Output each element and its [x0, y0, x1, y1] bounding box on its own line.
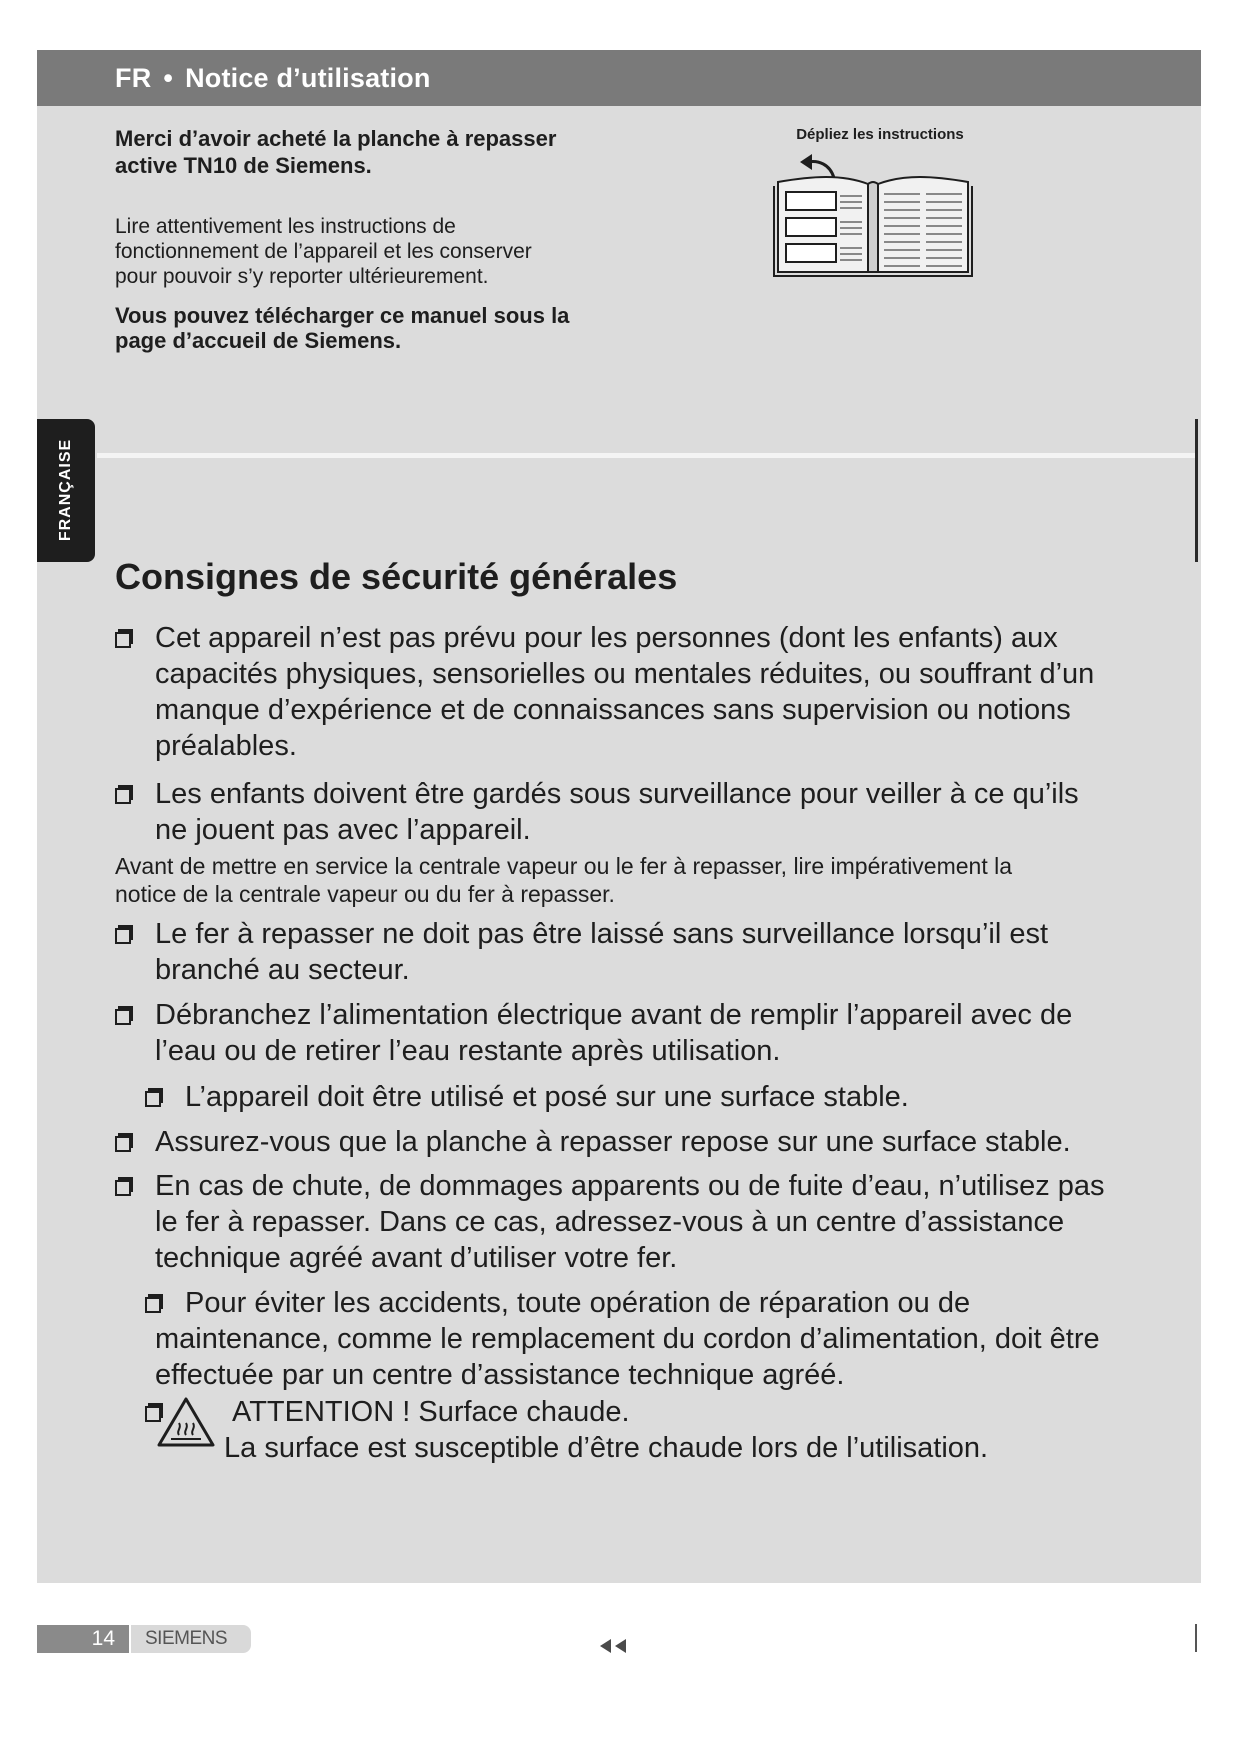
safety-item: En cas de chute, de dommages apparents ou de fuite d’eau, n’utilisez pas le fer à repasser. Dans ce cas, adressez-vous à un centre d’assistance technique agréé avant d’utiliser votre fer.	[115, 1168, 1125, 1276]
right-edge-marker	[1195, 419, 1198, 562]
checkbox-bullet-icon	[145, 1294, 163, 1312]
safety-item: Débranchez l’alimentation électrique avant de remplir l’appareil avec de l’eau ou de retirer l’eau restante après utilisation.	[115, 997, 1125, 1069]
read-line-1: Lire attentivement les instructions de	[115, 215, 456, 238]
header-title	[115, 63, 431, 94]
safety-item: Le fer à repasser ne doit pas être laissé sans surveillance lorsqu’il est branché au secteur.	[115, 916, 1125, 988]
double-left-arrow-icon[interactable]	[598, 1637, 630, 1655]
checkbox-bullet-icon	[115, 1177, 133, 1195]
safety-item: Assurez-vous que la planche à repasser repose sur une surface stable.	[115, 1124, 1125, 1160]
download-line-2: page d’accueil de Siemens.	[115, 328, 402, 353]
checkbox-bullet-icon	[115, 925, 133, 943]
checkbox-bullet-icon	[115, 1133, 133, 1151]
language-code: FR	[115, 63, 152, 93]
checkbox-bullet-icon	[115, 785, 133, 803]
thanks-line-1: Merci d’avoir acheté la planche à repasser	[115, 126, 557, 151]
thanks-line-2: active TN10 de Siemens.	[115, 153, 372, 178]
safety-item: Pour éviter les accidents, toute opération de réparation ou de maintenance, comme le remplacement du cordon d’alimentation, doit être effectuée par un centre d’assistance technique agréé.	[145, 1285, 1125, 1393]
brand-name: SIEMENS	[145, 1628, 228, 1649]
read-line-2: fonctionnement de l’appareil et les conserver	[115, 240, 532, 263]
safety-item: Cet appareil n’est pas prévu pour les personnes (dont les enfants) aux capacités physiques, sensorielles ou mentales réduites, ou souffrant d’un manque d’expérience et de connaissances sans supervision ou notions préalables.	[115, 620, 1125, 764]
safety-section-title: Consignes de sécurité générales	[115, 556, 678, 597]
steam-iron-note: Avant de mettre en service la centrale vapeur ou le fer à repasser, lire impérativement la notice de la centrale vapeur ou du fer à repasser.	[115, 853, 1013, 907]
document-title: Notice d’utilisation	[185, 63, 431, 93]
language-tab-label: FRANÇAISE	[57, 438, 74, 542]
checkbox-bullet-icon	[115, 629, 133, 647]
page-number: 14	[91, 1627, 115, 1650]
safety-item: L’appareil doit être utilisé et posé sur une surface stable.	[145, 1079, 1125, 1115]
hot-surface-warning-icon	[155, 1395, 217, 1449]
section-divider	[97, 453, 1198, 458]
open-book-icon	[772, 150, 974, 278]
safety-item: Les enfants doivent être gardés sous surveillance pour veiller à ce qu’ils ne jouent pas avec l’appareil.	[115, 776, 1125, 848]
attention-text: La surface est susceptible d’être chaude lors de l’utilisation.	[224, 1432, 989, 1464]
checkbox-bullet-icon	[115, 1006, 133, 1024]
download-line-1: Vous pouvez télécharger ce manuel sous la	[115, 303, 570, 328]
unfold-instructions-label: Dépliez les instructions	[796, 126, 964, 143]
footer-edge-marker	[1195, 1624, 1197, 1652]
header-separator: •	[163, 63, 174, 93]
checkbox-bullet-icon	[145, 1088, 163, 1106]
attention-title: ATTENTION ! Surface chaude.	[232, 1396, 630, 1428]
read-line-3: pour pouvoir s’y reporter ultérieurement.	[115, 265, 489, 288]
